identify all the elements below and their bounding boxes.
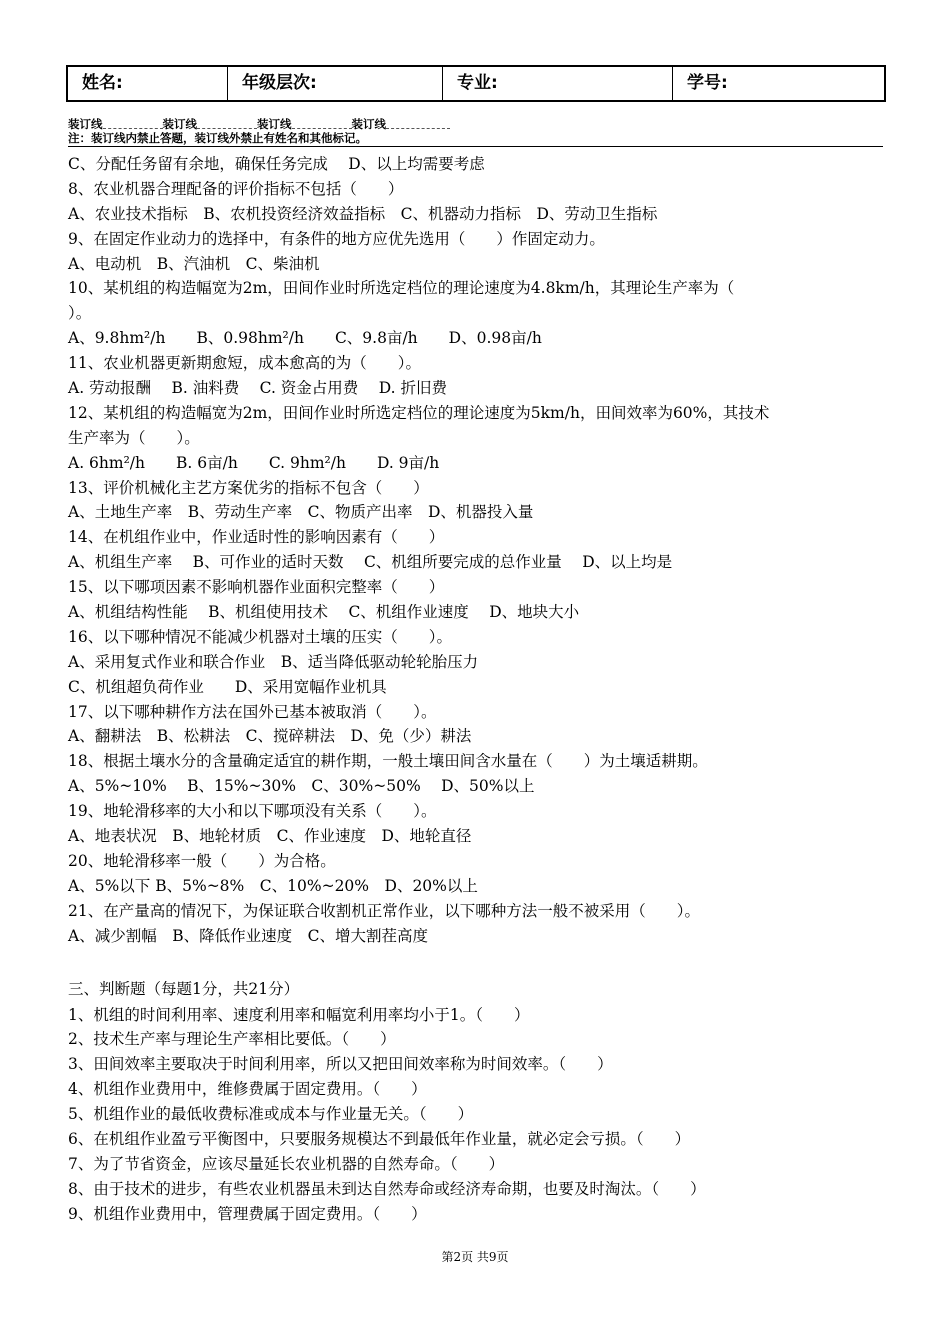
question-line: C、机组超负荷作业 D、采用宽幅作业机具 [68,677,387,696]
judgment-item: 2、技术生产率与理论生产率相比要低。（ ） [68,1030,396,1049]
judgment-item: 1、机组的时间利用率、速度利用率和幅宽利用率均小于1。（ ） [68,1005,530,1024]
question-line: A. 劳动报酬 B. 油料费 C. 资金占用费 D. 折旧费 [68,379,447,398]
section-title: 三、判断题（每题1分，共21分） [68,979,300,998]
student-info-table [66,65,886,102]
judgment-item: 9、机组作业费用中，管理费属于固定费用。（ ） [68,1204,427,1223]
question-line: 16、以下哪种情况不能减少机器对土壤的压实（ ）。 [68,627,452,646]
question-line: 9、在固定作业动力的选择中，有条件的地方应优先选用（ ）作固定动力。 [68,229,605,248]
name-field-label: 姓名: [68,67,228,100]
question-line: 11、农业机器更新期愈短，成本愈高的为（ ）。 [68,354,421,373]
question-line: A、9.8hm²/h B、0.98hm²/h C、9.8亩/h D、0.98亩/h [68,329,542,348]
question-line: ）。 [68,304,92,323]
question-line: A. 6hm²/h B. 6亩/h C. 9hm²/h D. 9亩/h [68,453,440,472]
judgment-item: 8、由于技术的进步，有些农业机器虽未到达自然寿命或经济寿命期，也要及时淘汰。（ ） [68,1179,706,1198]
binding-line-area [68,117,883,147]
question-line: A、电动机 B、汽油机 C、柴油机 [68,254,320,273]
binding-dash [197,117,257,129]
binding-dash [103,117,163,129]
question-line: C、分配任务留有余地，确保任务完成 D、以上均需要考虑 [68,155,485,173]
judgment-item: 5、机组作业的最低收费标准或成本与作业量无关。（ ） [68,1105,474,1124]
binding-dash [386,117,450,129]
question-line: A、采用复式作业和联合作业 B、适当降低驱动轮轮胎压力 [68,652,479,671]
question-line: 19、地轮滑移率的大小和以下哪项没有关系（ ）。 [68,802,437,821]
binding-line-label: 装订线 [68,117,103,131]
question-line: 17、以下哪种耕作方法在国外已基本被取消（ ）。 [68,702,437,721]
question-line: 8、农业机器合理配备的评价指标不包括（ ） [68,179,404,198]
question-line: 20、地轮滑移率一般（ ）为合格。 [68,851,336,870]
question-line: 13、评价机械化主艺方案优劣的指标不包含（ ） [68,478,429,497]
question-line: A、土地生产率 B、劳动生产率 C、物质产出率 D、机器投入量 [68,503,534,522]
question-line: 12、某机组的构造幅宽为2m，田间作业时所选定档位的理论速度为5km/h，田间效率为60%，其技术 [68,403,770,422]
student-id-field-label: 学号: [687,73,728,93]
binding-line-label: 装订线 [257,117,292,131]
judgment-item: 7、为了节省资金，应该尽量延长农业机器的自然寿命。（ ） [68,1154,505,1173]
question-line: A、翻耕法 B、松耕法 C、搅碎耕法 D、免（少）耕法 [68,727,472,746]
judgment-item: 3、田间效率主要取决于时间利用率，所以又把田间效率称为时间效率。（ ） [68,1055,613,1074]
question-line: 10、某机组的构造幅宽为2m，田间作业时所选定档位的理论速度为4.8km/h，其理论生产率为（ [68,279,735,298]
question-line: A、减少割幅 B、降低作业速度 C、增大割茬高度 [68,926,428,945]
exam-content [68,152,888,1227]
section-spacer [68,949,888,975]
question-line: A、地表状况 B、地轮材质 C、作业速度 D、地轮直径 [68,827,472,846]
question-line: A、5%以下 B、5%~8% C、10%~20% D、20%以上 [68,876,478,895]
binding-line [68,117,883,131]
question-line: 15、以下哪项因素不影响机器作业面积完整率（ ） [68,578,445,597]
question-line: A、农业技术指标 B、农机投资经济效益指标 C、机器动力指标 D、劳动卫生指标 [68,204,658,223]
page-number: 第2页 共9页 [441,1250,509,1264]
binding-dash [292,117,352,129]
binding-line-label: 装订线 [351,117,386,131]
binding-line-label: 装订线 [162,117,197,131]
grade-field-label: 年级层次: [228,67,443,100]
question-line: 14、在机组作业中，作业适时性的影响因素有（ ） [68,528,445,547]
judgment-item: 4、机组作业费用中，维修费属于固定费用。（ ） [68,1080,427,1099]
judgment-item: 6、在机组作业盈亏平衡图中，只要服务规模达不到最低年作业量，就必定会亏损。（ ） [68,1129,691,1148]
question-line: A、机组生产率 B、可作业的适时天数 C、机组所要完成的总作业量 D、以上均是 [68,553,673,572]
major-field-label: 专业: [443,67,673,100]
question-line: 18、根据土壤水分的含量确定适宜的耕作期，一般土壤田间含水量在（ ）为土壤适耕期。 [68,752,708,771]
question-line: A、5%~10% B、15%~30% C、30%~50% D、50%以上 [68,777,535,796]
binding-notice: 注：装订线内禁止答题，装订线外禁止有姓名和其他标记。 [68,131,883,147]
question-line: A、机组结构性能 B、机组使用技术 C、机组作业速度 D、地块大小 [68,603,580,622]
question-line: 生产率为（ ）。 [68,428,200,447]
question-line: 21、在产量高的情况下，为保证联合收割机正常作业，以下哪种方法一般不被采用（ ）。 [68,901,700,920]
